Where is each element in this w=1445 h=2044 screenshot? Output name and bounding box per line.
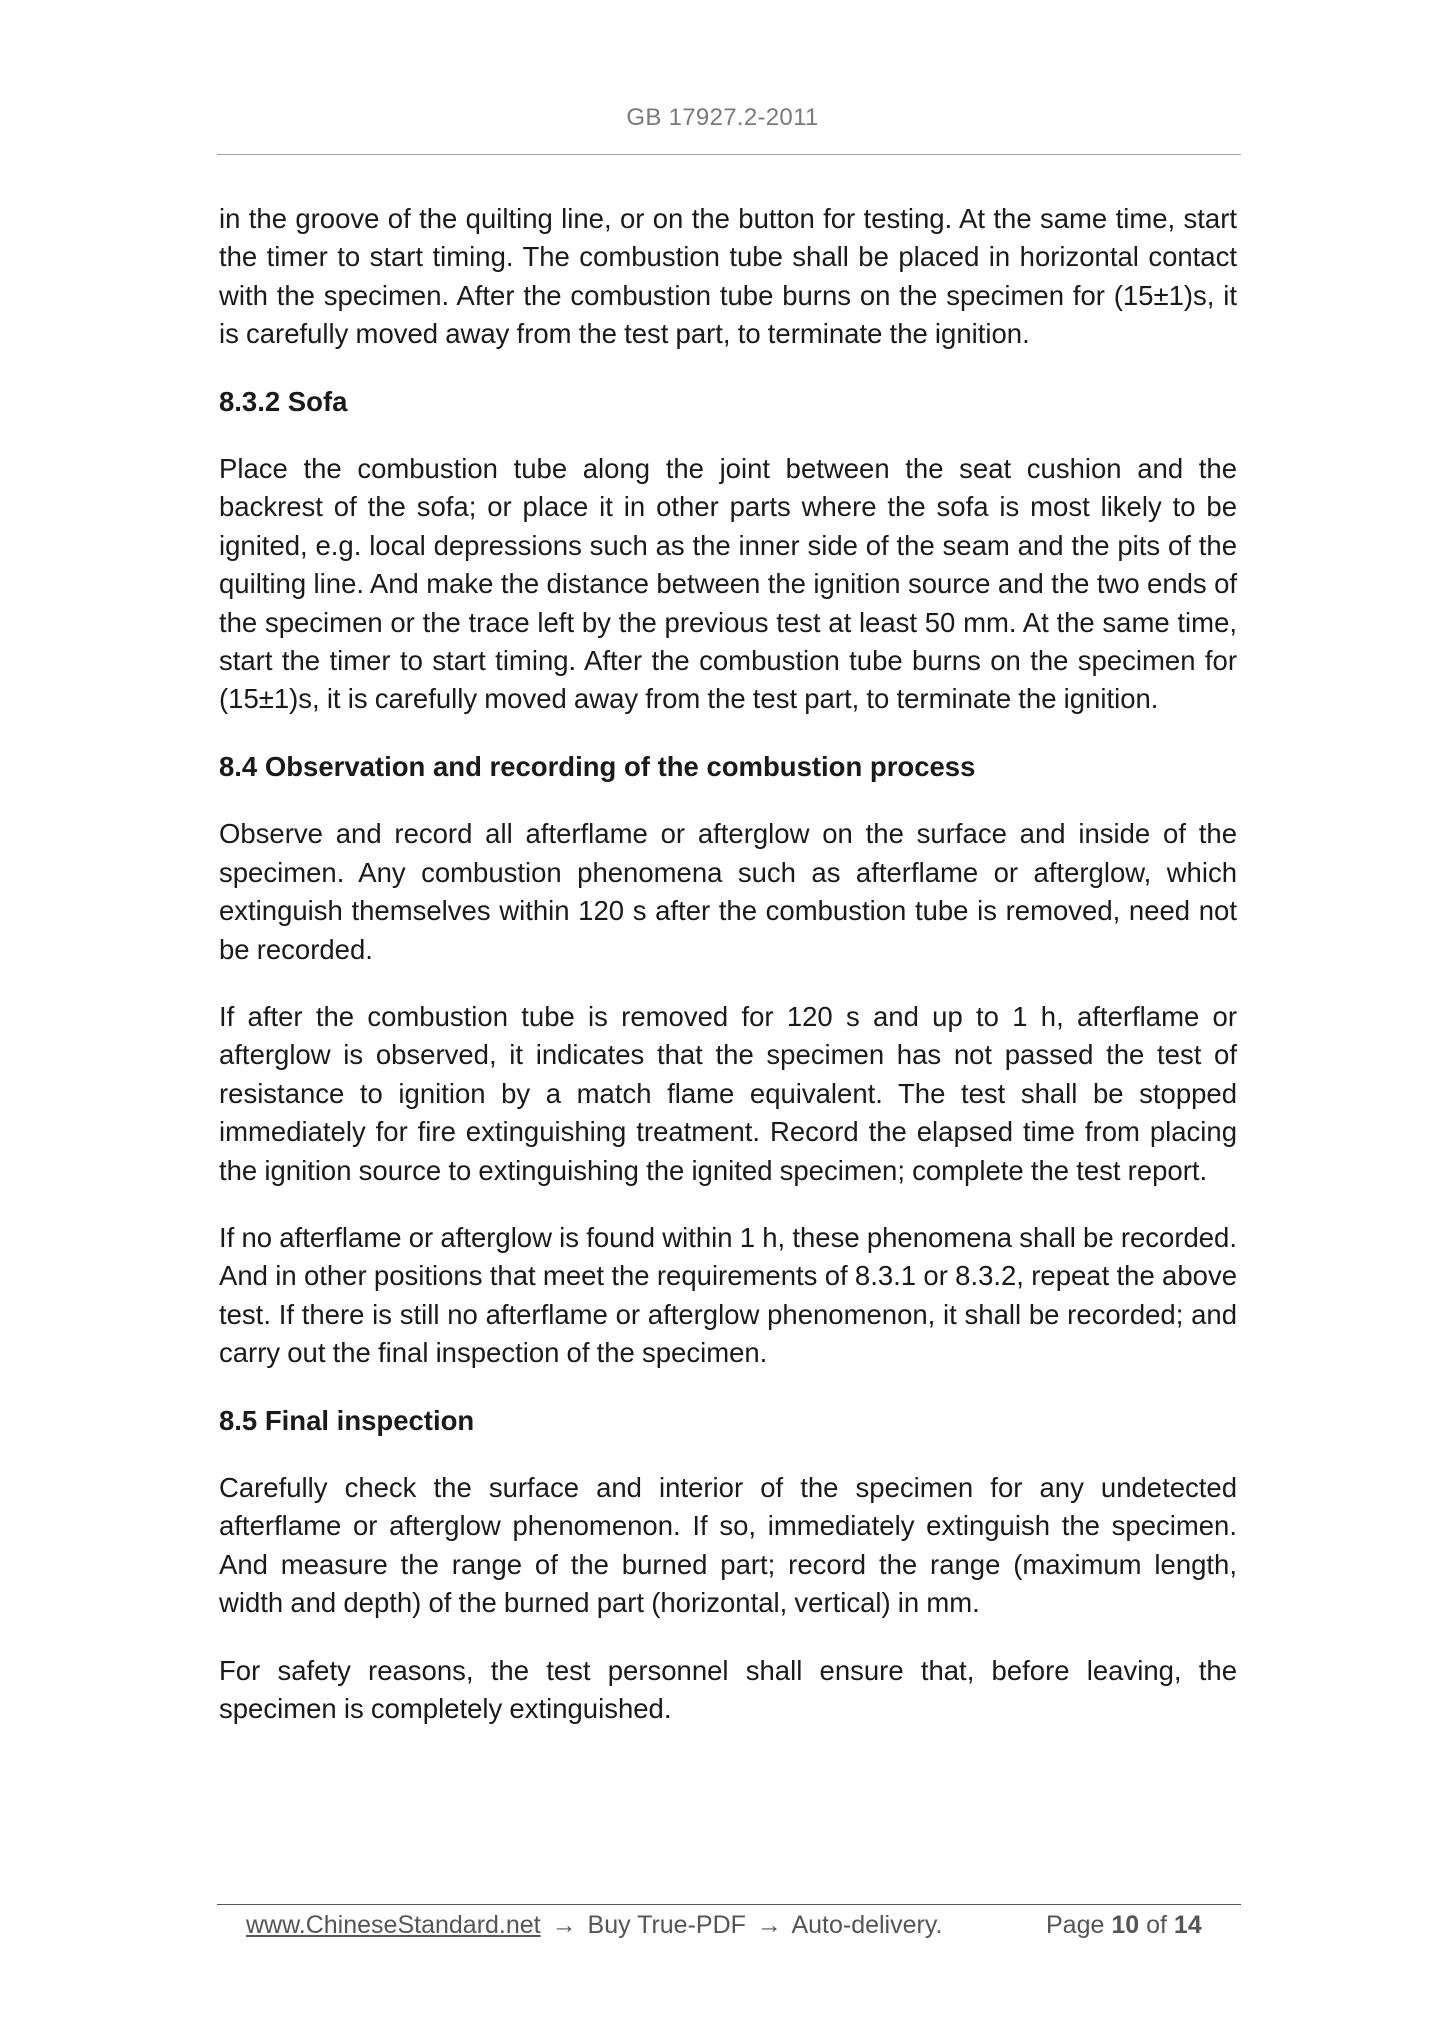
arrow-right-icon: → (551, 1911, 577, 1939)
page-current: 10 (1111, 1911, 1140, 1939)
paragraph-observation-2: If after the combustion tube is removed for 120 s and up to 1 h, afterflame or afterglow is observed, it indicates that the specimen has not passed the test of resistance to ignition by a match flame equivalent. The test shall be stopped immediately for fire extinguishing treatment. Record the elapsed time from placing the ignition source to extinguishing the ignited specimen; complete the test report. (219, 1000, 1237, 1186)
buy-true-pdf-text: Buy True-PDF (587, 1911, 746, 1939)
section-heading-8-3-2: 8.3.2 Sofa (219, 385, 348, 417)
paragraph-intro: in the groove of the quilting line, or on the button for testing. At the same time, start the timer to start timing. The combustion tube shall be placed in horizontal contact with the specimen. After the combustion tube burns on the specimen for (15±1)s, it is carefully moved away from the test part, to terminate the ignition. (219, 203, 1237, 350)
page-label: Page (1046, 1911, 1105, 1939)
footer-links (246, 1908, 942, 1942)
paragraph-observation-3: If no afterflame or afterglow is found within 1 h, these phenomena shall be recorded. And in other positions that meet the requirements of 8.3.1 or 8.3.2, repeat the above test. If there is still no afterflame or afterglow phenomenon, it shall be recorded; and carry out the final inspection of the specimen. (219, 1221, 1237, 1369)
paragraph-final-inspection-2: For safety reasons, the test personnel shall ensure that, before leaving, the specimen is completely extinguished. (219, 1654, 1237, 1724)
page-indicator (1046, 1908, 1202, 1942)
paragraph-final-inspection-1: Carefully check the surface and interior of the specimen for any undetected afterflame or afterglow phenomenon. If so, immediately extinguish the specimen. And measure the range of the burned part; record the range (maximum length, width and depth) of the burned part (horizontal, vertical) in mm. (219, 1471, 1237, 1619)
document-body (219, 200, 1237, 1757)
document-id-header: GB 17927.2-2011 (626, 104, 819, 131)
paragraph-observation-1: Observe and record all afterflame or afterglow on the surface and inside of the specimen. Any combustion phenomena such as afterflame or afterglow, which extinguish themselves within 120 s after the combustion tube is removed, need not be recorded. (219, 818, 1237, 965)
header-divider (217, 154, 1241, 155)
of-label: of (1146, 1911, 1167, 1939)
auto-delivery-text: Auto-delivery. (791, 1911, 943, 1939)
arrow-right-icon: → (756, 1911, 782, 1939)
website-link[interactable]: www.ChineseStandard.net (246, 1911, 541, 1939)
section-heading-8-5: 8.5 Final inspection (219, 1404, 475, 1436)
section-heading-8-4: 8.4 Observation and recording of the combustion process (219, 750, 976, 782)
page-total: 14 (1173, 1911, 1202, 1939)
footer-divider (217, 1904, 1241, 1905)
paragraph-sofa: Place the combustion tube along the joint between the seat cushion and the backrest of the sofa; or place it in other parts where the sofa is most likely to be ignited, e.g. local depressions such as the inner side of the seam and the pits of the quilting line. And make the distance between the ignition source and the two ends of the specimen or the trace left by the previous test at least 50 mm. At the same time, start the timer to start timing. After the combustion tube burns on the specimen for (15±1)s, it is carefully moved away from the test part, to terminate the ignition. (219, 453, 1237, 715)
page-footer (246, 1908, 1236, 1942)
